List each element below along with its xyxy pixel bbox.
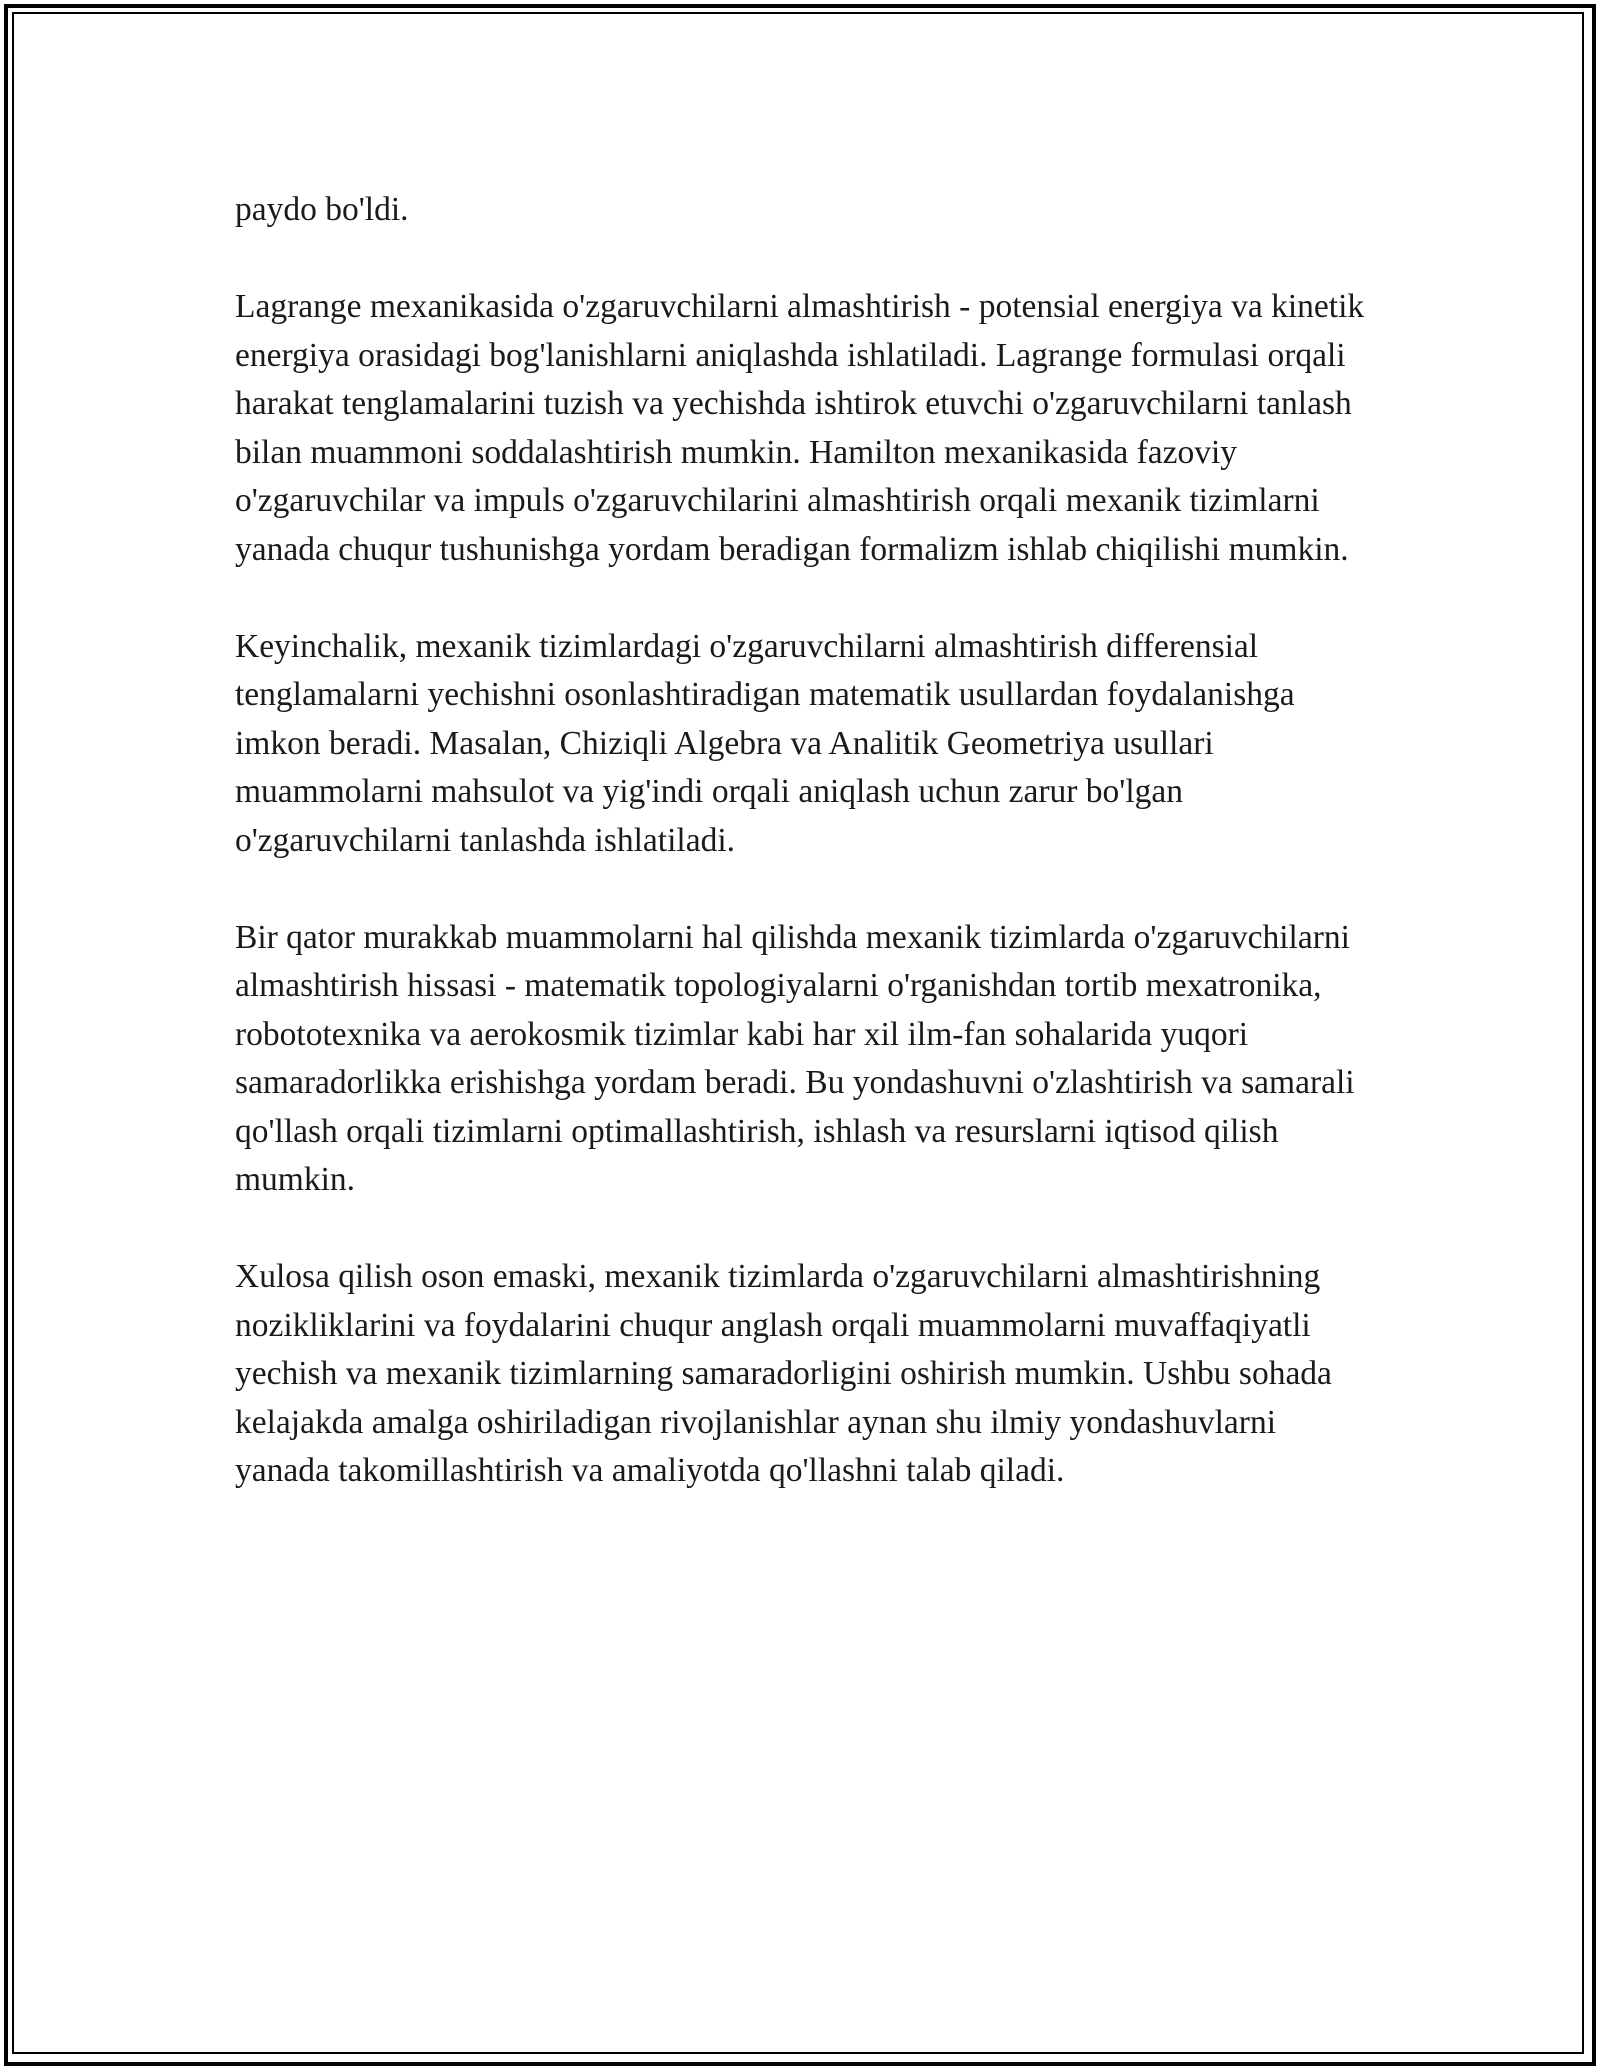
paragraph-conclusion: Xulosa qilish oson emaski, mexanik tizimlarda o'zgaruvchilarni almashtirishning nozikliklarini va foydalarini chuqur anglash orqali muammolarni muvaffaqiyatli yechish va mexanik tizimlarning samaradorligini oshirish mumkin. Ushbu sohada kelajakda amalga oshiriladigan rivojlanishlar aynan shu ilmiy yondashuvlarni yanada takomillashtirish va amaliyotda qo'llashni talab qiladi. [235, 1258, 1332, 1489]
paragraph-applications: Bir qator murakkab muammolarni hal qilishda mexanik tizimlarda o'zgaruvchilarni almashtirish hissasi - matematik topologiyalarni o'rganishdan tortib mexatronika, robototexnika va aerokosmik tizimlar kabi har xil ilm-fan sohalarida yuqori samaradorlikka erishishga yordam beradi. Bu yondashuvni o'zlashtirish va samarali qo'llash orqali tizimlarni optimallashtirish, ishlash va resurslarni iqtisod qilish mumkin. [235, 918, 1355, 1198]
paragraph-lagrange: Lagrange mexanikasida o'zgaruvchilarni almashtirish - potensial energiya va kinetik energiya orasidagi bog'lanishlarni aniqlashda ishlatiladi. Lagrange formulasi orqali harakat tenglamalarini tuzish va yechishda ishtirok etuvchi o'zgaruvchilarni tanlash bilan muammoni soddalashtirish mumkin. Hamilton mexanikasida fazoviy o'zgaruvchilar va impuls o'zgaruvchilarini almashtirish orqali mexanik tizimlarni yanada chuqur tushunishga yordam beradigan formalizm ishlab chiqilishi mumkin. [235, 288, 1365, 568]
paragraph-differential-equations: Keyinchalik, mexanik tizimlardagi o'zgaruvchilarni almashtirish differensial tenglamalarni yechishni osonlashtiradigan matematik usullardan foydalanishga imkon beradi. Masalan, Chiziqli Algebra va Analitik Geometriya usullari muammolarni mahsulot va yig'indi orqali aniqlash uchun zarur bo'lgan o'zgaruvchilarni tanlashda ishlatiladi. [235, 627, 1295, 859]
paragraph-continuation: paydo bo'ldi. [235, 191, 409, 228]
document-body [235, 186, 1375, 1544]
